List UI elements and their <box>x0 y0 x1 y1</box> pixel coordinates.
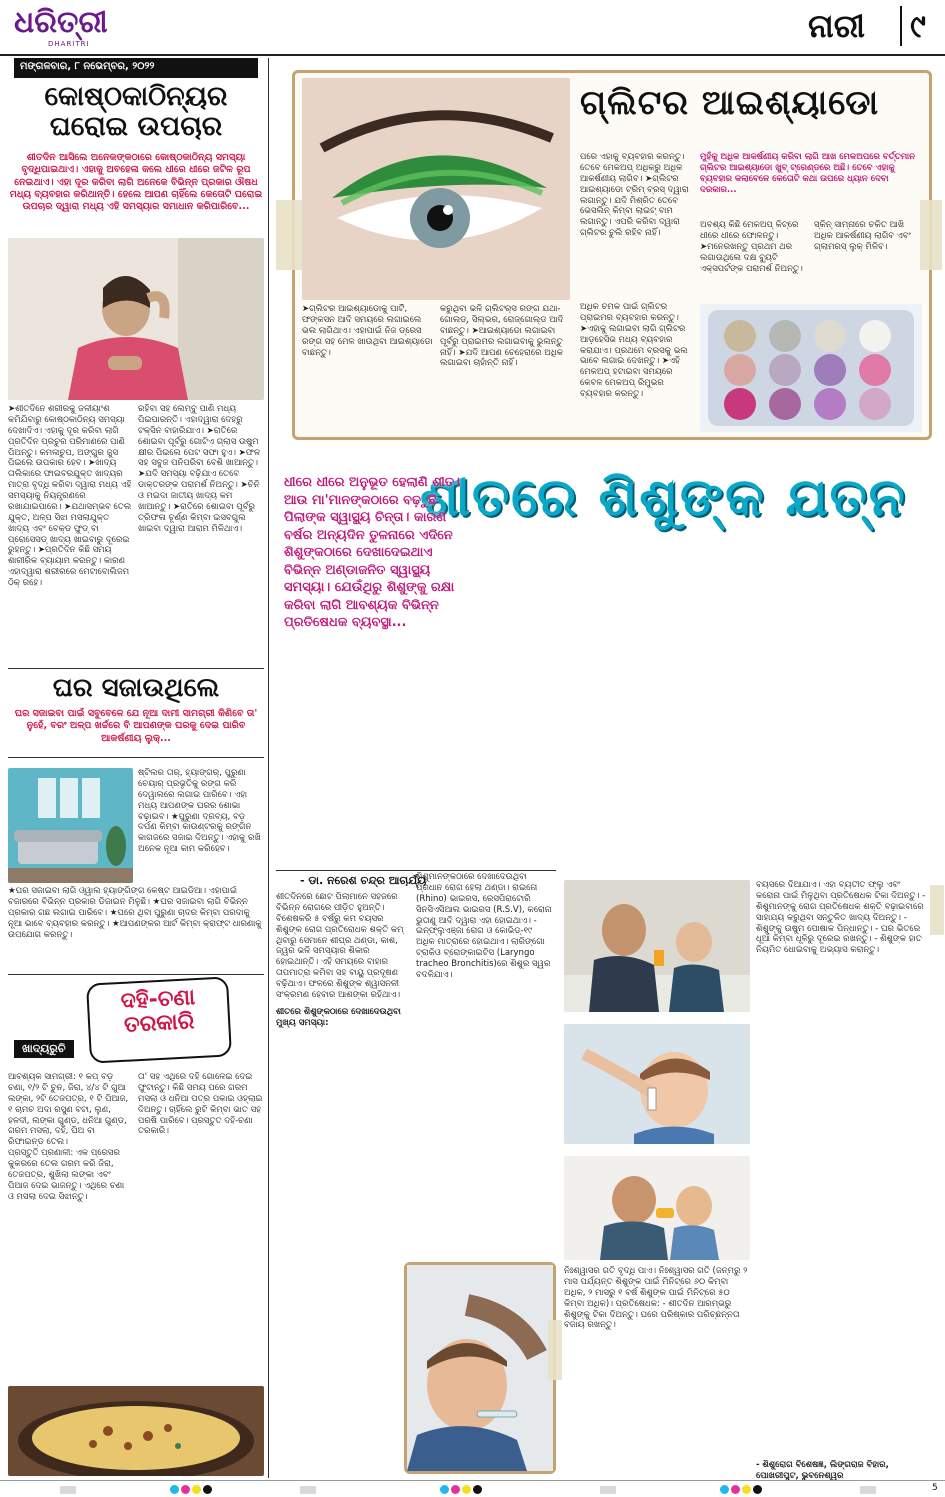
article-subhead: ଶୀତରେ ଶିଶୁଙ୍କଠାରେ ଦେଖାଦେଉଥିବା ମୁଖ୍ୟ ସମସ୍ୟା: <box>276 1006 401 1028</box>
article-credit: - ଶିଶୁରୋଗ ବିଶେଷଜ୍ଞ, ଲିଙ୍ଗରାଜ ବିହାର, ପୋଖରୀପୁଟ, ଭୁବନେଶ୍ୱର <box>756 1460 889 1480</box>
tape-decoration <box>930 885 944 935</box>
winter-title: ଶୀତରେ ଶିଶୁଙ୍କ ଯତ୍ନ <box>420 468 907 528</box>
section-divider <box>8 668 264 669</box>
color-registration-dots <box>170 1485 214 1497</box>
constipation-intro: ଶୀତଦିନ ଆସିଲେ ଅନେକଙ୍କଠାରେ କୋଷ୍ଠକାଠିନ୍ୟ ସମସ୍ୟା ବୃଦ୍ଧିପାଇଥାଏ। ଏହାକୁ ଅବହେଳା କଲେ ଧୀରେ ଧୀରେ ଜଟିଳ ରୂପ ନେଇଥାଏ। ଏହା ଦୂର କରିବା ଲାଗି ଅନେକେ ବିଭିନ୍ନ ପ୍ରକାର ଔଷଧ ମଧ୍ୟ ବ୍ୟବହାର କରିଥାନ୍ତି। ହେଲେ ଆପଣ ଚାହିଁଲେ କେତୋଟି ଘରୋଇ ଉପଚାର ଦ୍ୱାରା ମଧ୍ୟ ଏହି ସମସ୍ୟାର ସମାଧାନ କରିପାରିବେ... <box>9 152 263 213</box>
constipation-col-2: ରହିବା ସହ ଲେମ୍ବୁ ପାଣି ମଧ୍ୟ ପିଇପାରନ୍ତି। ଏହାଦ୍ୱାରା ଦେହରୁ ଟକ୍ସିନ ବାହାରିଯାଏ। ➤ରାତିରେ ଶୋଇବା ପୂର୍ବରୁ ଗୋଟିଏ ଗ୍ଲାସ ଉଷୁମ କ୍ଷୀର ପିଇଲେ ପେଟ ସଫା ହୁଏ। ➤ଫଳ ସହ ସବୁଜ ପନିପରିବା ବେଶି ଖାଆନ୍ତୁ। ➤ଯଦି ସମସ୍ୟା ବଢ଼ିଯାଏ ତେବେ ଡାକ୍ତରଙ୍କ ପରାମର୍ଶ ନିଅନ୍ତୁ। ➤ଚିନି ଓ ମଇଦା ଜାତୀୟ ଖାଦ୍ୟ କମ ଖାଆନ୍ତୁ। ➤ରାତିରେ ଶୋଇବା ପୂର୍ବରୁ ତ୍ରିଫଳା ଚୂର୍ଣ୍ଣ କିମ୍ବା ଇସବଗୁଲ ଖାଇବା ଦ୍ୱାରା ଆରାମ ମିଳିଥାଏ। <box>138 404 261 534</box>
decor-title: ଘର ସଜାଉଥିଲେ <box>52 673 220 703</box>
living-room-illustration <box>8 768 133 883</box>
tape-decoration <box>548 1320 562 1380</box>
color-registration-dots <box>440 1485 484 1497</box>
fever-photo-frame <box>404 1262 556 1474</box>
recipe-ingredients-method <box>8 1072 132 1382</box>
decor-right-text: ଷ୍ଟିଲର ତାର୍, ହ୍ୟାଙ୍ଗର୍, ପୁରୁଣା ଚେୟାର୍ ପ୍ରଭୃତିକୁ ରଙ୍ଗ କରି ଦେୱାଲରେ ଲଗାଇ ପାରିବେ। ଏହା ମଧ୍ୟ ଆପଣଙ୍କ ଘରର ଶୋଭା ବଢ଼ାଇବ। ★ପୁରୁଣା ଦ୍ରବ୍ୟ, ବଡ଼ ଦର୍ପଣ କିମ୍ବା କାଉଣ୍ଟରକୁ ରଙ୍ଗିନ କାଗଜରେ ସଜାଇ ଦିଅନ୍ତୁ। ଏହାକୁ ରଖି ଅନେକ ନୂଆ କାମ କରିହେବ। <box>138 768 261 855</box>
registration-mark <box>300 1486 316 1494</box>
registration-mark <box>860 1486 876 1494</box>
eye-makeup-photo <box>302 78 570 300</box>
mother-feeding-child-illustration <box>564 880 750 1012</box>
recipe-badge: ଖାଦ୍ୟରୁଚି <box>14 1040 74 1058</box>
footer <box>0 1480 945 1497</box>
curry-bowl-illustration <box>8 1386 264 1476</box>
constipation-title <box>10 82 262 141</box>
column-divider <box>268 58 269 1478</box>
nasal-drops-photo <box>564 1024 750 1144</box>
dateline: ମଙ୍ଗଳବାର, ୮ ନଭେମ୍ବର, ୨୦୨୨ <box>14 58 258 78</box>
recipe-method-cont: ତା' ସହ ଏଥିରେ ଦହି ଗୋଳେଇ ଦେଇ ଫୁଟାନ୍ତୁ। କିଛି ସମୟ ପରେ ଗରମ ମସଲା ଓ ଧନିଆ ପତ୍ର ପକାଇ ଓହ୍ଲାଇ ଦିଅନ୍ତୁ। ଚାହିଁଲେ ରୁଟି କିମ୍ବା ଭାତ ସହ ପରଷି ପାରିବେ। ପ୍ରସ୍ତୁତ ଦହି-ଚଣା ତରକାରି। <box>138 1072 263 1137</box>
article-col-4: ବୟସରେ ଦିଆଯାଏ। ଏହା ବ୍ୟତୀତ ଫ୍ଲୁ ଏବଂ କରୋନା ପାଇଁ ମିଳୁଥିବା ପ୍ରତିଷେଧକ ଟିକା ଦିଅନ୍ତୁ। - ଶିଶୁମାନଙ୍କୁ ରୋଗ ପ୍ରତିଷେଧକ ଶକ୍ତି ବଢ଼ାଇବାରେ ସାହାଯ୍ୟ କରୁଥିବା ସନ୍ତୁଳିତ ଖାଦ୍ୟ ଦିଅନ୍ତୁ। - ଶିଶୁଙ୍କୁ ଉଷୁମ ପୋଷାକ ପିନ୍ଧାନ୍ତୁ। - ଘର ଭିତରେ ଧୂଆଁ କିମ୍ବା ଧୂଳିରୁ ଦୂରେଇ ରଖନ୍ତୁ। - ଶିଶୁଙ୍କ ହାତ ନିୟମିତ ଧୋଇବାକୁ ଅଭ୍ୟାସ କରାନ୍ତୁ। <box>756 880 926 956</box>
child-nasal-spray-illustration <box>564 1024 750 1144</box>
newspaper-logo-sub: DHARITRI <box>48 40 90 48</box>
decor-photo <box>8 768 133 883</box>
article-col-4b <box>756 1020 926 1460</box>
registration-mark <box>60 1486 76 1494</box>
glitter-bottom-b: କରୁଥିବା ଭଳି ଗ୍ଲିଟର୍‌ସ ରଙ୍ଗ ଯଥା- ଗୋଲଡ୍, ସିଲ୍ଭର, ରୋଜ୍‌ଗୋଲ୍ଡ ଆଦି ବାଛନ୍ତୁ। ➤ଆଇଶ୍ୟାଡୋ ଲଗାଇବା ପୂର୍ବରୁ ପ୍ରାଇମର ଲଗାଇବାକୁ ଭୁଲନ୍ତୁ ନାହିଁ। ➤ଯଦି ଆପଣ ଚେହେରାରେ ଅଧିକ ଲଗାଇବା ଚାହାଁନ୍ତି ନାହିଁ। <box>440 304 564 369</box>
constipation-title-line1: କୋଷ୍ଠକାଠିନ୍ୟର <box>44 81 228 112</box>
section-title: ନାରୀ <box>808 7 865 45</box>
glitter-col-d: ସ୍କିନ୍ ସାମ୍ନାରେ ଚକିତ ଆଖି ଅଧିକ ଆକର୍ଷଣୀୟ ଲାଗିବ ଏବଂ ଗ୍ଲାମରସ୍ ଲୁକ୍ ମିଳିବ। <box>814 220 911 252</box>
woman-stomach-ache-illustration <box>8 238 264 400</box>
eyeshadow-palette-illustration <box>700 304 922 432</box>
glitter-palette-photo <box>700 304 922 432</box>
child-feeding-photo <box>564 880 750 1012</box>
recipe-photo <box>8 1386 264 1476</box>
article-col-4-wrap <box>756 880 926 1012</box>
recipe-title-line1: ଦହି-ଚଣା <box>120 985 196 1014</box>
constipation-title-line2: ଘରୋଇ ଉପଚାର <box>49 110 223 142</box>
masthead <box>0 0 945 56</box>
page-number: ୯ <box>900 6 926 46</box>
article-col-3: ନିଃଶ୍ୱାସର ଗତି ବୃଦ୍ଧି ପାଏ। ନିଃଶ୍ୱାସର ଗତି (ଜନ୍ମରୁ ୨ ମାସ ପର୍ଯ୍ୟନ୍ତ ଶିଶୁଙ୍କ ପାଇଁ ମିନିଟ୍‌ରେ ୬୦ କିମ୍ବା ଅଧିକ, ୨ ମାସରୁ ୧ ବର୍ଷ ଶିଶୁଙ୍କ ପାଇଁ ମିନିଟ୍‌ରେ ୫୦ କିମ୍ବା ଅଧିକ)। ପ୍ରତିଷେଧକ: - ଶୀତଦିନ ଆରମ୍ଭରୁ ଶିଶୁଙ୍କୁ ଟିକା ଦିଅନ୍ତୁ। ଘରେ ପରିଷ୍କାର ପରିଚ୍ଛନ୍ନତା ବଜାୟ ରଖନ୍ତୁ। <box>564 1266 748 1331</box>
glitter-eye-illustration <box>302 78 570 300</box>
decor-lede: ଘର ସଜାଇବା ପାଇଁ ସବୁବେଳେ ଯେ ନୂଆ ଦାମୀ ସାମଗ୍ରୀ କିଣିବେ ତା' ନୁହେଁ, ବରଂ ଅଳ୍ପ ଖର୍ଚ୍ଚରେ ବି ଆପଣଙ୍କ ଘରକୁ ଦେଇ ପାରିବ ଆକର୍ଷଣୀୟ ଲୁକ୍... <box>14 708 258 744</box>
recipe-title-box <box>86 976 232 1063</box>
inhaler-photo <box>564 1156 750 1260</box>
article-col-1 <box>276 892 410 1462</box>
footer-page-tag: 5 <box>932 1483 938 1493</box>
recipe-title-line2: ତରକାରି <box>123 1009 195 1039</box>
section-divider <box>8 974 264 975</box>
glitter-col-b: ଅଧିକ ଚମକ ପାଇଁ ଗ୍ଲିଟର ପ୍ରାଇମର ବ୍ୟବହାର କରନ୍ତୁ। ➤ଏହାକୁ ଲଗାଇବା ଲାଗି ଗ୍ଲିଟର ଆଡ଼ହେସିଭ ମଧ୍ୟ ବ୍ୟବହାର କରାଯାଏ। ପ୍ରଥମେ ବ୍ରସକୁ ଭଲ ଭାବେ ଲଗାଇ ଦେଖନ୍ତୁ। ➤ଏହି ମେକଅପ୍ ହଟାଇବା ସମୟରେ କେବଳ ମେକଅପ୍ ରିମୁଭର ବ୍ୟବହାର କରନ୍ତୁ। <box>580 302 688 399</box>
tape-decoration <box>920 200 942 270</box>
recipe-method: ପ୍ରସ୍ତୁତି ପ୍ରଣାଳୀ: ଏକ ପ୍ରେସର କୁକରରେ ତେଲ ଗରମ କରି ଜିରା, ତେଜପତ୍ର, ଶୁଖିଲା ଲଙ୍କା ଏବଂ ପିଆଜ ଦେଇ ଭାଜନ୍ତୁ। ଏଥିରେ ଚଣା ଓ ମସଲା ଦେଇ ସିଝାନ୍ତୁ। <box>8 1148 125 1202</box>
glitter-col-c: ଅବଶ୍ୟ କିଛି ମେକଅପ୍ କିଟ୍‌ରେ ଧୀରେ ଧୀରେ ଫୋଳନ୍ତୁ। ➤ମନେରଖନ୍ତୁ ପ୍ରଥମ ଥର ଲଗାଉଥିଲେ ଦକ୍ଷ ବ୍ୟୁଟି ଏକ୍ସପର୍ଟଙ୍କ ପରାମର୍ଶ ନିଅନ୍ତୁ। <box>700 220 803 274</box>
article-col-2: ଶିଶୁମାନଙ୍କଠାରେ ଦେଖାଦେଉଥିବା ପ୍ରଧାନ ରୋଗ ହେଲା ଥଣ୍ଡା। ରାଇନୋ (Rhino) ଭାଇରସ, ରେସପିରାଟୋରି ସିନସିଏସିଆଲ ଭାଇରସ (R.S.V), କରୋନା ଭୁତାଣୁ ଆଦି ଦ୍ୱାରା ଏହା ହୋଇଥାଏ। - ଇନ୍‌ଫ୍ଲୁଏଞ୍ଜା ରୋଗ ଓ କୋଭିଡ୍-୧୯ ଅଧିକ ମାତ୍ରାରେ ହୋଇଥାଏ। ଲାରିଙ୍ଗୋ ଟ୍ରାକିଓ ବ୍ରୋଙ୍କାଇଟିସ (Laryngo tracheo Bronchitis)ରେ ଶିଶୁର ସ୍ୱର ବଦଳିଯାଏ। <box>416 872 552 980</box>
glitter-lede: ମୁହଁକୁ ଅଧିକ ଆକର୍ଷଣୀୟ କରିବା ଲାଗି ଆଖ ମେକଅପରେ ବର୍ତ୍ତମାନ ଗ୍ଲିଟର ଆଇଶ୍ୟାଡୋ ଖୁବ୍ ଟ୍ରେଣ୍ଡରେ ଅଛି। ତେବେ ଏହାକୁ ବ୍ୟବହାର କଲାବେଳେ କେତୋଟି କଥା ଉପରେ ଧ୍ୟାନ ଦେବା ଦରକାର... <box>700 152 915 196</box>
section-divider <box>276 870 556 871</box>
glitter-title: ଗ୍ଲିଟର ଆଇଶ୍ୟାଡୋ <box>580 83 880 123</box>
decor-bottom-text: ★ଘର ସଜାଇବା ଲାଗି ଓ୍ୱାଲ ହ୍ୟାଙ୍ଗିଙ୍ଗ କେଷ୍ଟ ଆଇଡିଆ। ଏହାପାଇଁ ବଜାରରେ ବିଭିନ୍ନ ପ୍ରକାର ଡିଜାଇନ ମିଳୁଛି। ★ଘର ସଜାଇବା ଲାଗି ବିଭିନ୍ନ ପ୍ରକାର ଗଛ ଲଗାଇ ପାରିବେ। ★ଘରେ ଥିବା ପୁରୁଣା ଚାଦର କିମ୍ବା ପରଦାକୁ ନୂଆ ଭାବେ ବ୍ୟବହାର କରନ୍ତୁ। ★ଆପଣଙ୍କର ଆର୍ଟ କିମ୍ବା କ୍ରାଫ୍ଟ ଧାରଣାକୁ ଉପଯୋଗ କରନ୍ତୁ। <box>8 886 262 940</box>
glitter-bottom-a: ➤ଗ୍ଲିଟର ଆଇଶ୍ୟାଡୋକୁ ପାର୍ଟି, ଫଙ୍କସନ ଆଦି ସମୟରେ ଲଗାଇଲେ ଭଲ ଲାଗିଥାଏ। ଏହାପାଇଁ ନିଜ ଡ୍ରେସ ରଙ୍ଗ ସହ ମେଳ ଖାଉଥିବା ଆଇଶ୍ୟାଡୋ ବାଛନ୍ତୁ। <box>302 304 433 358</box>
constipation-photo <box>8 238 264 400</box>
child-inhaler-illustration <box>564 1156 750 1260</box>
recipe-ingredients: ଆବଶ୍ୟକ ସାମଗ୍ରୀ: ୧ କପ୍ ବଡ଼ ଚଣା, ୧/୨ ଟି ଚୁନ, ଜିରା, ୪/୪ ଟି ଗୁଆ ଲଙ୍କା, ୨ଟି ତେଜପତ୍ର, ୧ ଟି ପିଆଜ, ୧ ଚାମଚ ଅଦା ରସୁଣ ବଟା, ଲୁଣ, ହଳଦୀ, ଲଙ୍କା ଗୁଣ୍ଡ, ଧନିଆ ଗୁଣ୍ଡ, ଗରମ ମସଲା, ଦହି, ଘିଅ ବା ରିଫାଇନ୍ଡ ତେଲ। <box>8 1072 129 1148</box>
newspaper-logo: ଧରିତ୍ରୀ <box>14 5 108 40</box>
constipation-col-1: ➤ଶୀତଦିନେ ଶରୀରକୁ ଜଳୀୟାଂଶ କମିଯିବାରୁ କୋଷ୍ଠକାଠିନ୍ୟ ସମସ୍ୟା ଦେଖାଦିଏ। ଏହାକୁ ଦୂର କରିବା ଲାଗି ପ୍ରତିଦିନ ପ୍ରଚୁର ପରିମାଣରେ ପାଣି ପିଅନ୍ତୁ। କମଳାଚୁପ, ଅଙ୍ଗୁର ଜୁସ ପିଇଲେ ଉପକାର ହେବ। ➤ଖାଦ୍ୟ ତାଲିକାରେ ଫାଇବରଯୁକ୍ତ ଖାଦ୍ୟର ମାତ୍ରା ବୃଦ୍ଧି କରିବା ଦ୍ୱାରା ମଧ୍ୟ ଏହି ସମସ୍ୟାକୁ ନିୟନ୍ତ୍ରଣରେ ରଖାଯାଇପାରେ। ➤ଯଥାସମ୍ଭବ ତେଲ ଯୁକ୍ତ, ଅଳ୍ପ ସିଝା ମସଲାଯୁକ୍ତ ଖାଦ୍ୟ ଏବଂ ବେକ୍ଡ ଫୁଡ୍ ବା ପ୍ରୋସେସଡ୍ ଖାଦ୍ୟ ଖାଇବାରୁ ଦୂରେଇ ରୁହନ୍ତୁ। ➤ପ୍ରତିଦିନ କିଛି ସମୟ ଶାରୀରିକ ବ୍ୟାୟାମ କରନ୍ତୁ। କାରଣ ଏହାଦ୍ୱାରା ଶରୀରରେ ମେଟାବୋଲିଜମ ଠିକ୍ ରହେ। <box>8 404 132 588</box>
article-byline: - ଡା. ନରେଶ ଚନ୍ଦ୍ର ଆଚାର୍ଯ୍ୟ <box>300 874 427 887</box>
glitter-col-a: ପରେ ଏହାକୁ ବ୍ୟବହାର କରନ୍ତୁ। ତେବେ ମେକଅପ୍ ଅଧିକରୁ ଅଧିକ ଆକର୍ଷଣୀୟ ଲାଗିବ। ➤ଗ୍ଲିଟର ଆଇଶ୍ୟାଡୋ ଟ୍ରିମ୍ ବ୍ରସ୍ ଦ୍ୱାରା ଲଗାନ୍ତୁ। ଯଦି ମିଶ୍ରିତ ତେବେ ଭେସଲିନ୍ କିମ୍ବା ଲାଇଟ୍ ବାମ ଲଗାନ୍ତୁ। ଏପରି କରିବା ଦ୍ୱାରା ଗ୍ଲିଟର ଚୁଲି ରହିବ ନାହିଁ। <box>580 152 689 239</box>
article-col1-text: ଶୀତଦିନରେ ଛୋଟ ପିଲାମାନେ ସହଜରେ ବିଭିନ୍ନ ରୋଗରେ ପୀଡ଼ିତ ହୁଅନ୍ତି। ବିଶେଷକରି ୫ ବର୍ଷରୁ କମ ବୟସର ଶିଶୁଙ୍କ ରୋଗ ପ୍ରତିରୋଧକ ଶକ୍ତି କମ୍ ଥିବାରୁ ସେମାନେ ଶୀଘ୍ର ଥଣ୍ଡା, କାଶ, ଜ୍ୱର ଭଳି ସମସ୍ୟାର ଶିକାର ହୋଇଥାନ୍ତି। ଏହି ସମୟରେ ବାହାର ତାପମାତ୍ରା କମିବା ସହ ବାୟୁ ପ୍ରଦୂଷଣ ବଢ଼ିଥାଏ। ଫଳରେ ଶିଶୁଙ୍କ ଶ୍ୱାସନଳୀ ସଂକ୍ରମଣ ହେବାର ଆଶଙ୍କା ରହିଥାଏ। <box>276 892 404 1000</box>
child-fever-thermometer-illustration <box>407 1265 553 1471</box>
registration-mark <box>600 1486 616 1494</box>
winter-lede: ଧୀରେ ଧୀରେ ଅନୁଭୂତ ହେଲାଣି ଶୀତ। ଆଉ ମା'ମାନଙ୍କଠାରେ ବଢ଼ୁଛି ପିଲାଙ୍କ ସ୍ୱାସ୍ଥ୍ୟ ଚିନ୍ତା। କାରଣ ବର୍ଷର ଅନ୍ୟଦିନ ତୁଳନାରେ ଏଦିନେ ଶିଶୁଙ୍କଠାରେ ଦେଖାଦେଇଥାଏ ବିଭିନ୍ନ ଅଣ୍ଡାଜନିତ ସ୍ୱାସ୍ଥ୍ୟ ସମସ୍ୟା। ଯେଉଁଥିରୁ ଶିଶୁଙ୍କୁ ରକ୍ଷା କରିବା ଲାଗି ଆବଶ୍ୟକ ବିଭିନ୍ନ ପ୍ରତିଷେଧକ ବ୍ୟବସ୍ଥା... <box>284 475 460 631</box>
color-registration-dots <box>720 1485 764 1497</box>
